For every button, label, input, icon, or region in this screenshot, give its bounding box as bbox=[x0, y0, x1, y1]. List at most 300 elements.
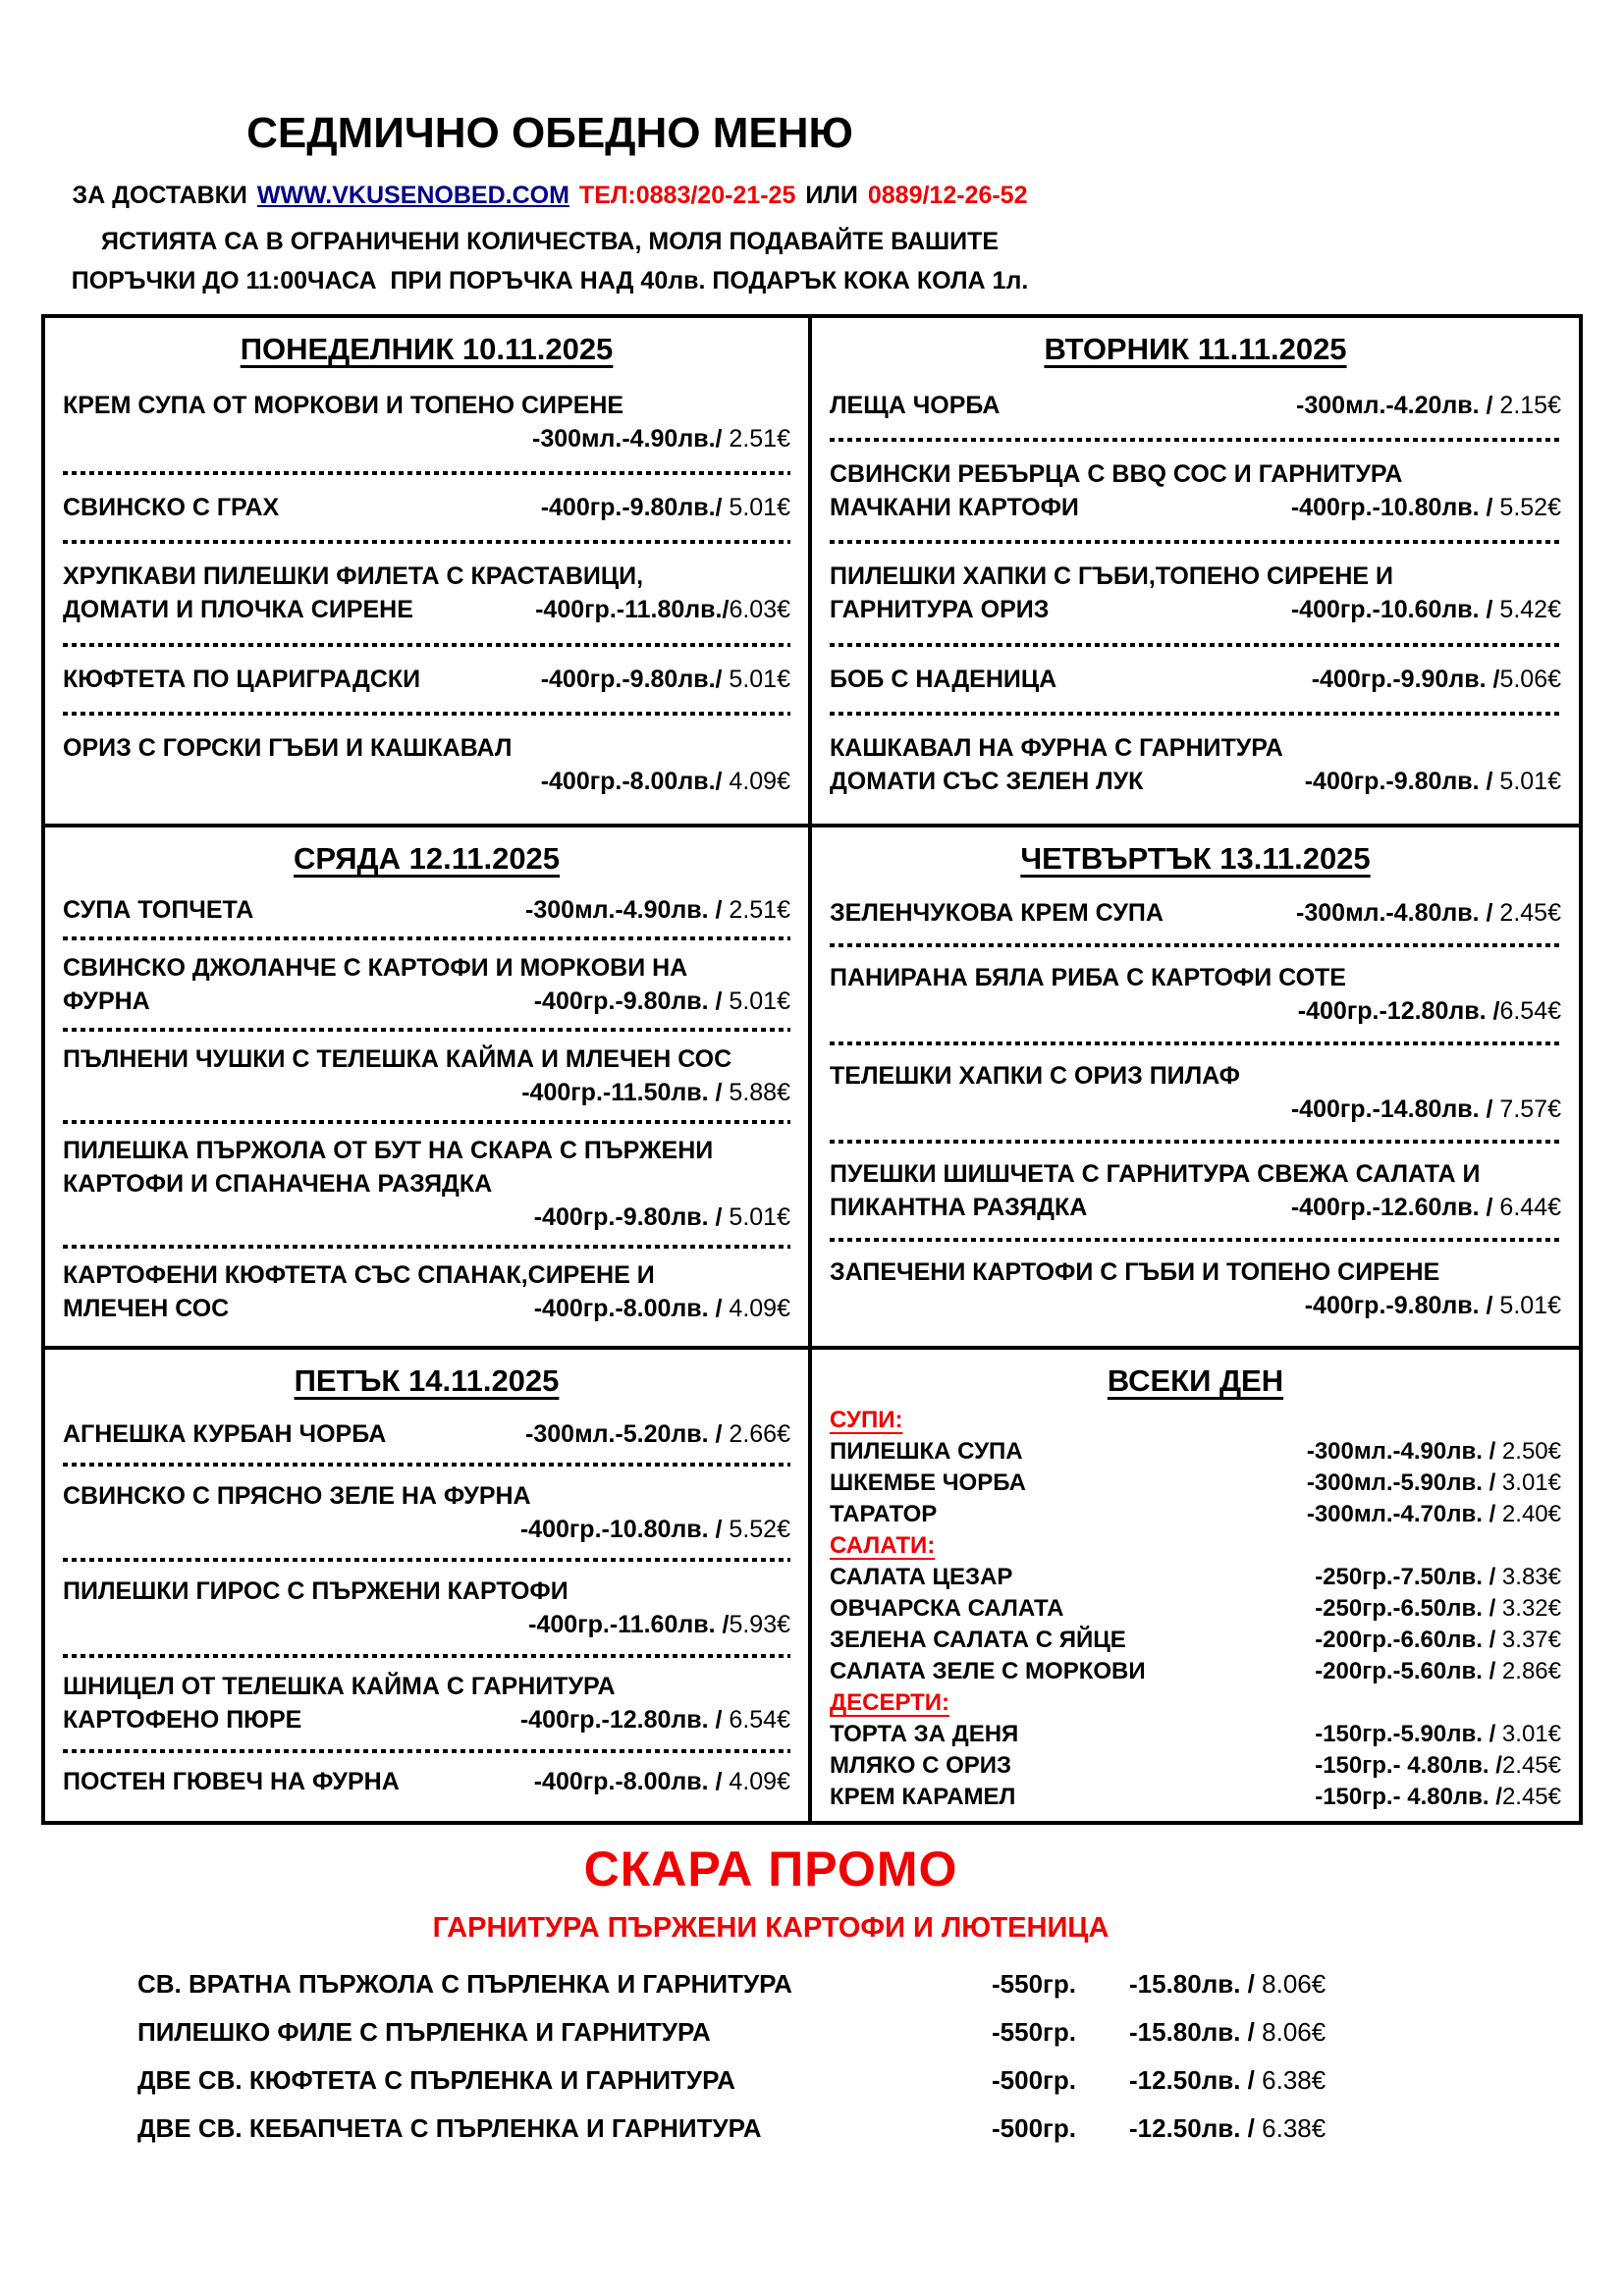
dotted-separator bbox=[63, 936, 790, 940]
item-price-lv: -400гр.-11.80лв./ bbox=[535, 596, 730, 624]
item-price-lv: -200гр.-6.60лв. / bbox=[1315, 1627, 1496, 1653]
dotted-separator bbox=[63, 1028, 790, 1032]
everyday-item bbox=[830, 1782, 1561, 1813]
menu-item bbox=[63, 1417, 790, 1451]
item-price bbox=[1315, 1625, 1561, 1656]
item-weight: -550гр. bbox=[992, 2017, 1076, 2047]
item-name-line bbox=[63, 1134, 790, 1167]
item-name: СУПА ТОПЧЕТА bbox=[63, 895, 254, 924]
menu-item bbox=[830, 896, 1561, 930]
document-header bbox=[0, 0, 1100, 300]
item-name: ХРУПКАВИ ПИЛЕШКИ ФИЛЕТА С КРАСТАВИЦИ, bbox=[63, 562, 644, 591]
item-price-lv: -400гр.-9.80лв. / bbox=[533, 1203, 723, 1232]
item-name-line bbox=[63, 893, 790, 927]
item-price-eur: 2.40€ bbox=[1495, 1501, 1561, 1527]
item-price-lv: -400гр.-11.60лв. / bbox=[528, 1610, 730, 1638]
menu-item bbox=[830, 1059, 1561, 1126]
item-price-line bbox=[63, 422, 790, 455]
item-name-line bbox=[63, 951, 790, 985]
item-name-line bbox=[63, 1417, 790, 1451]
item-name-2: КАРТОФЕНО ПЮРЕ bbox=[63, 1706, 302, 1735]
item-price bbox=[1315, 1782, 1561, 1813]
item-price bbox=[520, 1516, 790, 1543]
item-name-line bbox=[63, 663, 790, 696]
item-price-eur: 5.01€ bbox=[1492, 1292, 1561, 1319]
item-price-lv: -400гр.-12.80лв. / bbox=[1297, 997, 1500, 1025]
item-price bbox=[1291, 1191, 1561, 1224]
menu-item bbox=[63, 951, 790, 1018]
item-name-line bbox=[63, 1167, 790, 1201]
item-price-eur: 3.01€ bbox=[1495, 1469, 1561, 1496]
item-price-lv: -400гр.-10.80лв. / bbox=[1290, 494, 1493, 522]
item-price bbox=[1298, 997, 1561, 1025]
weekly-menu-table bbox=[41, 314, 1583, 1825]
item-price bbox=[534, 1765, 790, 1798]
item-name: ПИЛЕШКО ФИЛЕ С ПЪРЛЕНКА И ГАРНИТУРА bbox=[137, 2017, 711, 2047]
item-price-line bbox=[830, 1093, 1561, 1126]
item-price-lv: -12.50лв. / bbox=[1129, 2065, 1255, 2095]
item-price-eur: 5.52€ bbox=[722, 1515, 790, 1543]
item-name: СВИНСКО ДЖОЛАНЧЕ С КАРТОФИ И МОРКОВИ НА bbox=[63, 953, 688, 982]
item-name-line bbox=[63, 731, 790, 765]
item-price-lv: -300мл.-4.90лв./ bbox=[532, 425, 723, 454]
item-price-eur: 2.45€ bbox=[1501, 1784, 1561, 1810]
menu-item-list bbox=[61, 373, 792, 818]
item-price bbox=[528, 1611, 790, 1638]
item-name: ДВЕ СВ. КЮФТЕТА С ПЪРЛЕНКА И ГАРНИТУРА bbox=[137, 2065, 735, 2095]
item-name-line bbox=[830, 491, 1561, 524]
item-name: САЛАТА ЗЕЛЕ С МОРКОВИ bbox=[830, 1658, 1146, 1684]
dotted-separator bbox=[830, 1041, 1561, 1045]
menu-item bbox=[63, 731, 790, 798]
item-name-line bbox=[830, 593, 1561, 626]
menu-item bbox=[63, 1575, 790, 1641]
item-price-line bbox=[63, 1513, 790, 1546]
item-price-eur: 2.51€ bbox=[722, 895, 790, 924]
item-price-eur: 2.51€ bbox=[722, 425, 790, 454]
item-price-eur: 5.01€ bbox=[722, 494, 790, 522]
website-link[interactable]: WWW.VKUSENOBED.COM bbox=[256, 182, 569, 209]
item-price-eur: 3.83€ bbox=[1495, 1564, 1561, 1590]
item-price-eur: 3.01€ bbox=[1495, 1721, 1561, 1747]
item-name-line bbox=[830, 731, 1561, 765]
item-name: СВИНСКИ РЕБЪРЦА С BBQ СОС И ГАРНИТУРА bbox=[830, 460, 1403, 489]
item-price-lv: -400гр.-9.80лв. / bbox=[533, 987, 723, 1015]
grill-item bbox=[137, 2008, 1404, 2056]
dotted-separator bbox=[63, 1558, 790, 1562]
dotted-separator bbox=[830, 943, 1561, 947]
item-name: ШНИЦЕЛ ОТ ТЕЛЕШКА КАЙМА С ГАРНИТУРА bbox=[63, 1673, 616, 1701]
item-price bbox=[1129, 1960, 1404, 2008]
item-price-eur: 5.01€ bbox=[1492, 767, 1561, 795]
item-price-eur: 8.06€ bbox=[1254, 2017, 1326, 2047]
item-price-lv: -400гр.-9.80лв. / bbox=[1304, 1292, 1493, 1319]
dotted-separator bbox=[830, 438, 1561, 442]
everyday-item bbox=[830, 1719, 1561, 1750]
menu-item bbox=[63, 389, 790, 455]
item-price bbox=[1305, 1292, 1561, 1319]
grill-item bbox=[137, 2056, 1404, 2105]
item-price-eur: 5.01€ bbox=[722, 1203, 790, 1232]
item-price-line bbox=[830, 1289, 1561, 1322]
note-line-2: ПОРЪЧКИ ДО 11:00ЧАСА ПРИ ПОРЪЧКА НАД 40лв. ПОДАРЪК КОКА КОЛА 1л. bbox=[71, 267, 1029, 294]
item-name-line bbox=[830, 1191, 1561, 1224]
item-name-line bbox=[63, 1703, 790, 1736]
item-price bbox=[1315, 1719, 1561, 1750]
item-price-line bbox=[63, 1201, 790, 1234]
item-price-lv: -12.50лв. / bbox=[1129, 2113, 1255, 2143]
item-name-line bbox=[830, 1157, 1561, 1191]
item-name: КРЕМ СУПА ОТ МОРКОВИ И ТОПЕНО СИРЕНЕ bbox=[63, 392, 624, 420]
item-price-line bbox=[63, 1076, 790, 1109]
dotted-separator bbox=[830, 540, 1561, 544]
menu-item bbox=[63, 663, 790, 696]
menu-item bbox=[63, 893, 790, 927]
item-price bbox=[1305, 765, 1561, 798]
category-label: СУПИ: bbox=[830, 1407, 903, 1433]
dotted-separator bbox=[830, 712, 1561, 716]
item-name-line bbox=[63, 1575, 790, 1608]
item-price-eur: 2.86€ bbox=[1495, 1658, 1561, 1684]
dotted-separator bbox=[830, 643, 1561, 647]
item-name: ЗЕЛЕНА САЛАТА С ЯЙЦЕ bbox=[830, 1627, 1126, 1653]
item-price-lv: -300мл.-4.90лв. / bbox=[525, 895, 723, 924]
item-price-eur: 5.88€ bbox=[722, 1078, 790, 1106]
dotted-separator bbox=[63, 1463, 790, 1467]
everyday-item bbox=[830, 1436, 1561, 1468]
item-name: КАШКАВАЛ НА ФУРНА С ГАРНИТУРА bbox=[830, 733, 1283, 762]
day-cell-tuesday bbox=[812, 318, 1579, 828]
item-name-2: ДОМАТИ СЪС ЗЕЛЕН ЛУК bbox=[830, 767, 1144, 795]
item-price-lv: -300мл.-4.70лв. / bbox=[1306, 1501, 1496, 1527]
menu-item bbox=[63, 491, 790, 524]
item-name-line bbox=[830, 389, 1561, 422]
item-name: ТЕЛЕШКИ ХАПКИ С ОРИЗ ПИЛАФ bbox=[830, 1062, 1240, 1090]
item-price-lv: -300мл.-4.20лв. / bbox=[1296, 392, 1493, 420]
menu-item bbox=[830, 1157, 1561, 1224]
item-price-lv: -15.80лв. / bbox=[1129, 1969, 1255, 1999]
dotted-separator bbox=[63, 471, 790, 475]
category-label: САЛАТИ: bbox=[830, 1532, 936, 1559]
day-cell-thursday bbox=[812, 828, 1579, 1350]
menu-item bbox=[63, 560, 790, 626]
item-price-lv: -400гр.-12.60лв. / bbox=[1290, 1194, 1493, 1221]
item-price-eur: 2.15€ bbox=[1492, 392, 1561, 420]
item-price bbox=[1315, 1593, 1561, 1625]
item-name: ПЪЛНЕНИ ЧУШКИ С ТЕЛЕШКА КАЙМА И МЛЕЧЕН СОС bbox=[63, 1044, 732, 1073]
everyday-item bbox=[830, 1625, 1561, 1656]
item-name-line bbox=[63, 593, 790, 626]
item-name-line bbox=[63, 1258, 790, 1292]
item-name-line bbox=[63, 1292, 790, 1325]
item-price-lv: -400гр.-11.50лв. / bbox=[521, 1078, 723, 1106]
item-price bbox=[525, 893, 790, 927]
item-name: КРЕМ КАРАМЕЛ bbox=[830, 1784, 1016, 1810]
menu-item bbox=[830, 663, 1561, 696]
item-price-eur: 5.01€ bbox=[722, 987, 790, 1015]
item-name: ПИЛЕШКА СУПА bbox=[830, 1438, 1023, 1465]
item-price-eur: 4.09€ bbox=[722, 1295, 790, 1323]
day-cell-everyday bbox=[812, 1350, 1579, 1821]
item-name-line bbox=[63, 1765, 790, 1798]
item-price-lv: -200гр.-5.60лв. / bbox=[1315, 1658, 1496, 1684]
menu-item-list bbox=[828, 882, 1563, 1340]
item-name-2: ФУРНА bbox=[63, 987, 150, 1015]
item-price-lv: -400гр.-9.80лв./ bbox=[540, 665, 723, 693]
menu-item bbox=[63, 1479, 790, 1546]
item-price-lv: -400гр.-10.80лв. / bbox=[519, 1515, 723, 1543]
item-price-eur: 5.01€ bbox=[722, 665, 790, 693]
grill-promo-title: СКАРА ПРОМО bbox=[583, 1842, 958, 1896]
day-cell-wednesday bbox=[45, 828, 812, 1350]
item-price bbox=[1315, 1656, 1561, 1687]
item-name-line bbox=[830, 765, 1561, 798]
item-name: ПИЛЕШКИ ГИРОС С ПЪРЖЕНИ КАРТОФИ bbox=[63, 1576, 568, 1605]
grill-promo-section bbox=[69, 1841, 1473, 2153]
grill-item bbox=[137, 2105, 1404, 2153]
menu-item-list bbox=[61, 882, 792, 1340]
menu-item-list bbox=[61, 1405, 792, 1815]
item-price-eur: 6.03€ bbox=[729, 596, 790, 624]
item-name-2: МЛЕЧЕН СОС bbox=[63, 1295, 230, 1323]
item-name: ПИЛЕШКИ ХАПКИ С ГЪБИ,ТОПЕНО СИРЕНЕ И bbox=[830, 562, 1393, 591]
item-name-2: МАЧКАНИ КАРТОФИ bbox=[830, 494, 1079, 522]
dotted-separator bbox=[63, 712, 790, 716]
item-price-lv: -300мл.-5.90лв. / bbox=[1306, 1469, 1496, 1496]
item-weight: -500гр. bbox=[992, 2113, 1076, 2143]
dotted-separator bbox=[830, 1238, 1561, 1242]
item-price bbox=[1291, 1095, 1561, 1123]
item-name-line bbox=[830, 1059, 1561, 1093]
day-header: ЧЕТВЪРТЪК 13.11.2025 bbox=[1020, 841, 1371, 876]
item-name: ЛЕЩА ЧОРБА bbox=[830, 392, 1001, 420]
everyday-item bbox=[830, 1499, 1561, 1530]
item-price-lv: -150гр.- 4.80лв. / bbox=[1315, 1752, 1502, 1779]
dotted-separator bbox=[63, 540, 790, 544]
item-price-eur: 3.32€ bbox=[1495, 1595, 1561, 1622]
day-header: ВСЕКИ ДЕН bbox=[1107, 1363, 1284, 1398]
item-name-2: КАРТОФИ И СПАНАЧЕНА РАЗЯДКА bbox=[63, 1170, 493, 1199]
item-price-line bbox=[830, 994, 1561, 1028]
item-price bbox=[1315, 1562, 1561, 1593]
item-name: СВИНСКО С ГРАХ bbox=[63, 494, 280, 522]
item-name-2: ГАРНИТУРА ОРИЗ bbox=[830, 596, 1050, 624]
menu-item bbox=[830, 961, 1561, 1028]
item-price-line bbox=[63, 765, 790, 798]
item-name-line bbox=[63, 560, 790, 593]
item-price bbox=[521, 1079, 790, 1106]
item-name: ЗАПЕЧЕНИ КАРТОФИ С ГЪБИ И ТОПЕНО СИРЕНЕ bbox=[830, 1258, 1440, 1286]
item-price-eur: 6.38€ bbox=[1254, 2065, 1326, 2095]
day-cell-monday bbox=[45, 318, 812, 828]
item-price bbox=[1307, 1468, 1561, 1499]
item-price bbox=[1296, 896, 1561, 930]
item-name-2: ПИКАНТНА РАЗЯДКА bbox=[830, 1194, 1088, 1221]
item-price-lv: -15.80лв. / bbox=[1129, 2017, 1255, 2047]
item-price-eur: 5.93€ bbox=[729, 1610, 790, 1638]
item-name: ПИЛЕШКА ПЪРЖОЛА ОТ БУТ НА СКАРА С ПЪРЖЕНИ bbox=[63, 1137, 714, 1165]
menu-item-list bbox=[828, 373, 1563, 818]
item-name: БОБ С НАДЕНИЦА bbox=[830, 665, 1057, 693]
grill-promo-subtitle: ГАРНИТУРА ПЪРЖЕНИ КАРТОФИ И ЛЮТЕНИЦА bbox=[432, 1912, 1110, 1944]
item-name: САЛАТА ЦЕЗАР bbox=[830, 1564, 1013, 1590]
item-name-line bbox=[63, 1479, 790, 1513]
dotted-separator bbox=[830, 1140, 1561, 1144]
page-title: СЕДМИЧНО ОБЕДНО МЕНЮ bbox=[246, 109, 853, 157]
item-name: СВ. ВРАТНА ПЪРЖОЛА С ПЪРЛЕНКА И ГАРНИТУРА bbox=[137, 1969, 792, 1999]
everyday-list bbox=[828, 1405, 1563, 1817]
item-price-lv: -300мл.-4.80лв. / bbox=[1296, 899, 1493, 927]
item-price-eur: 5.52€ bbox=[1492, 494, 1561, 522]
everyday-item bbox=[830, 1750, 1561, 1782]
note-line-1: ЯСТИЯТА СА В ОГРАНИЧЕНИ КОЛИЧЕСТВА, МОЛЯ ПОДАВАЙТЕ ВАШИТЕ bbox=[100, 228, 1000, 255]
menu-item bbox=[830, 731, 1561, 798]
item-name: КАРТОФЕНИ КЮФТЕТА СЪС СПАНАК,СИРЕНЕ И bbox=[63, 1261, 655, 1290]
item-price bbox=[1129, 2105, 1404, 2153]
or-label: ИЛИ bbox=[805, 182, 858, 209]
item-name: МЛЯКО С ОРИЗ bbox=[830, 1752, 1012, 1779]
item-price bbox=[541, 491, 790, 524]
item-name-line bbox=[63, 1042, 790, 1076]
item-name: ЗЕЛЕНЧУКОВА КРЕМ СУПА bbox=[830, 899, 1164, 927]
everyday-item bbox=[830, 1468, 1561, 1499]
item-name-2: ДОМАТИ И ПЛОЧКА СИРЕНЕ bbox=[63, 596, 413, 624]
item-name: ПАНИРАНА БЯЛА РИБА С КАРТОФИ СОТЕ bbox=[830, 964, 1346, 991]
item-price bbox=[1307, 1499, 1561, 1530]
item-name-line bbox=[830, 1255, 1561, 1289]
item-weight: -500гр. bbox=[992, 2065, 1076, 2095]
item-price bbox=[1129, 2056, 1404, 2105]
item-price-eur: 5.42€ bbox=[1492, 596, 1561, 624]
item-price bbox=[541, 663, 790, 696]
item-price bbox=[1291, 593, 1561, 626]
item-price bbox=[532, 425, 790, 453]
item-price-eur: 2.45€ bbox=[1492, 899, 1561, 927]
item-name-line bbox=[63, 389, 790, 422]
menu-item bbox=[830, 457, 1561, 524]
delivery-label: ЗА ДОСТАВКИ bbox=[72, 182, 247, 209]
item-price-eur: 4.09€ bbox=[722, 767, 790, 795]
item-price-eur: 5.06€ bbox=[1499, 665, 1561, 693]
menu-item bbox=[63, 1042, 790, 1109]
phone-number-1: ТЕЛ:0883/20-21-25 bbox=[578, 182, 796, 209]
item-price-eur: 6.44€ bbox=[1492, 1194, 1561, 1221]
item-price bbox=[1312, 663, 1561, 696]
everyday-item bbox=[830, 1562, 1561, 1593]
item-price bbox=[534, 985, 790, 1018]
everyday-item bbox=[830, 1593, 1561, 1625]
item-price bbox=[534, 1292, 790, 1325]
item-price bbox=[1296, 389, 1561, 422]
dotted-separator bbox=[63, 1245, 790, 1249]
menu-item bbox=[830, 560, 1561, 626]
menu-item bbox=[63, 1765, 790, 1798]
item-price-eur: 2.66€ bbox=[722, 1419, 790, 1448]
item-name: ТОРТА ЗА ДЕНЯ bbox=[830, 1721, 1019, 1747]
item-price-eur: 2.50€ bbox=[1495, 1438, 1561, 1465]
item-price-line bbox=[63, 1608, 790, 1641]
item-price bbox=[520, 1703, 790, 1736]
item-price-lv: -150гр.-5.90лв. / bbox=[1315, 1721, 1496, 1747]
menu-item bbox=[63, 1134, 790, 1234]
day-header: ПОНЕДЕЛНИК 10.11.2025 bbox=[240, 332, 614, 366]
day-cell-friday bbox=[45, 1350, 812, 1821]
item-price-lv: -250гр.-7.50лв. / bbox=[1315, 1564, 1496, 1590]
item-price-eur: 6.54€ bbox=[722, 1706, 790, 1735]
item-price bbox=[1315, 1750, 1561, 1782]
day-header: ВТОРНИК 11.11.2025 bbox=[1044, 332, 1347, 366]
contact-line bbox=[0, 179, 1100, 212]
item-price-lv: -400гр.-8.00лв. / bbox=[533, 1295, 723, 1323]
grill-item-list bbox=[137, 1960, 1404, 2153]
item-price-lv: -150гр.- 4.80лв. / bbox=[1315, 1784, 1502, 1810]
item-price-lv: -250гр.-6.50лв. / bbox=[1315, 1595, 1496, 1622]
item-name: ОВЧАРСКА САЛАТА bbox=[830, 1595, 1064, 1622]
grill-item bbox=[137, 1960, 1404, 2008]
item-name-line bbox=[830, 663, 1561, 696]
item-price-eur: 6.54€ bbox=[1499, 997, 1561, 1025]
menu-item bbox=[830, 389, 1561, 422]
item-price-eur: 6.38€ bbox=[1254, 2113, 1326, 2143]
dotted-separator bbox=[63, 1120, 790, 1124]
item-price-lv: -400гр.-9.90лв. / bbox=[1311, 665, 1500, 693]
item-price-eur: 2.45€ bbox=[1501, 1752, 1561, 1779]
item-price-lv: -400гр.-9.80лв. / bbox=[1304, 767, 1493, 795]
item-price-lv: -400гр.-12.80лв. / bbox=[519, 1706, 723, 1735]
item-price-lv: -400гр.-9.80лв./ bbox=[540, 494, 723, 522]
dotted-separator bbox=[63, 1749, 790, 1753]
everyday-item bbox=[830, 1656, 1561, 1687]
item-price-lv: -300мл.-4.90лв. / bbox=[1306, 1438, 1496, 1465]
item-name: ПОСТЕН ГЮВЕЧ НА ФУРНА bbox=[63, 1768, 400, 1796]
item-price-lv: -400гр.-14.80лв. / bbox=[1290, 1095, 1493, 1123]
item-price bbox=[525, 1417, 790, 1451]
item-name: АГНЕШКА КУРБАН ЧОРБА bbox=[63, 1419, 387, 1448]
item-name-line bbox=[830, 896, 1561, 930]
item-price-eur: 8.06€ bbox=[1254, 1969, 1326, 1999]
item-name: ТАРАТОР bbox=[830, 1501, 938, 1527]
item-name: ШКЕМБЕ ЧОРБА bbox=[830, 1469, 1026, 1496]
item-name: ДВЕ СВ. КЕБАПЧЕТА С ПЪРЛЕНКА И ГАРНИТУРА bbox=[137, 2113, 762, 2143]
item-name: ОРИЗ С ГОРСКИ ГЪБИ И КАШКАВАЛ bbox=[63, 733, 513, 762]
item-price bbox=[1129, 2008, 1404, 2056]
item-price bbox=[1291, 491, 1561, 524]
dotted-separator bbox=[63, 643, 790, 647]
item-price-lv: -400гр.-8.00лв. / bbox=[533, 1768, 723, 1796]
day-header: СРЯДА 12.11.2025 bbox=[293, 841, 561, 876]
item-price-eur: 7.57€ bbox=[1492, 1095, 1561, 1123]
item-name-line bbox=[830, 961, 1561, 994]
item-name: КЮФТЕТА ПО ЦАРИГРАДСКИ bbox=[63, 665, 421, 693]
item-price-eur: 3.37€ bbox=[1495, 1627, 1561, 1653]
day-header: ПЕТЪК 14.11.2025 bbox=[294, 1363, 560, 1398]
dotted-separator bbox=[63, 1654, 790, 1658]
item-price bbox=[541, 768, 790, 795]
menu-item bbox=[830, 1255, 1561, 1322]
item-name-line bbox=[830, 560, 1561, 593]
item-name-line bbox=[63, 985, 790, 1018]
item-price-eur: 4.09€ bbox=[722, 1768, 790, 1796]
item-price bbox=[1307, 1436, 1561, 1468]
menu-item bbox=[63, 1258, 790, 1325]
item-name-line bbox=[63, 1670, 790, 1703]
item-name-line bbox=[63, 491, 790, 524]
phone-number-2: 0889/12-26-52 bbox=[867, 182, 1028, 209]
item-price-lv: -300мл.-5.20лв. / bbox=[525, 1419, 723, 1448]
item-price bbox=[535, 593, 790, 626]
item-weight: -550гр. bbox=[992, 1969, 1076, 1999]
item-price bbox=[534, 1203, 790, 1231]
